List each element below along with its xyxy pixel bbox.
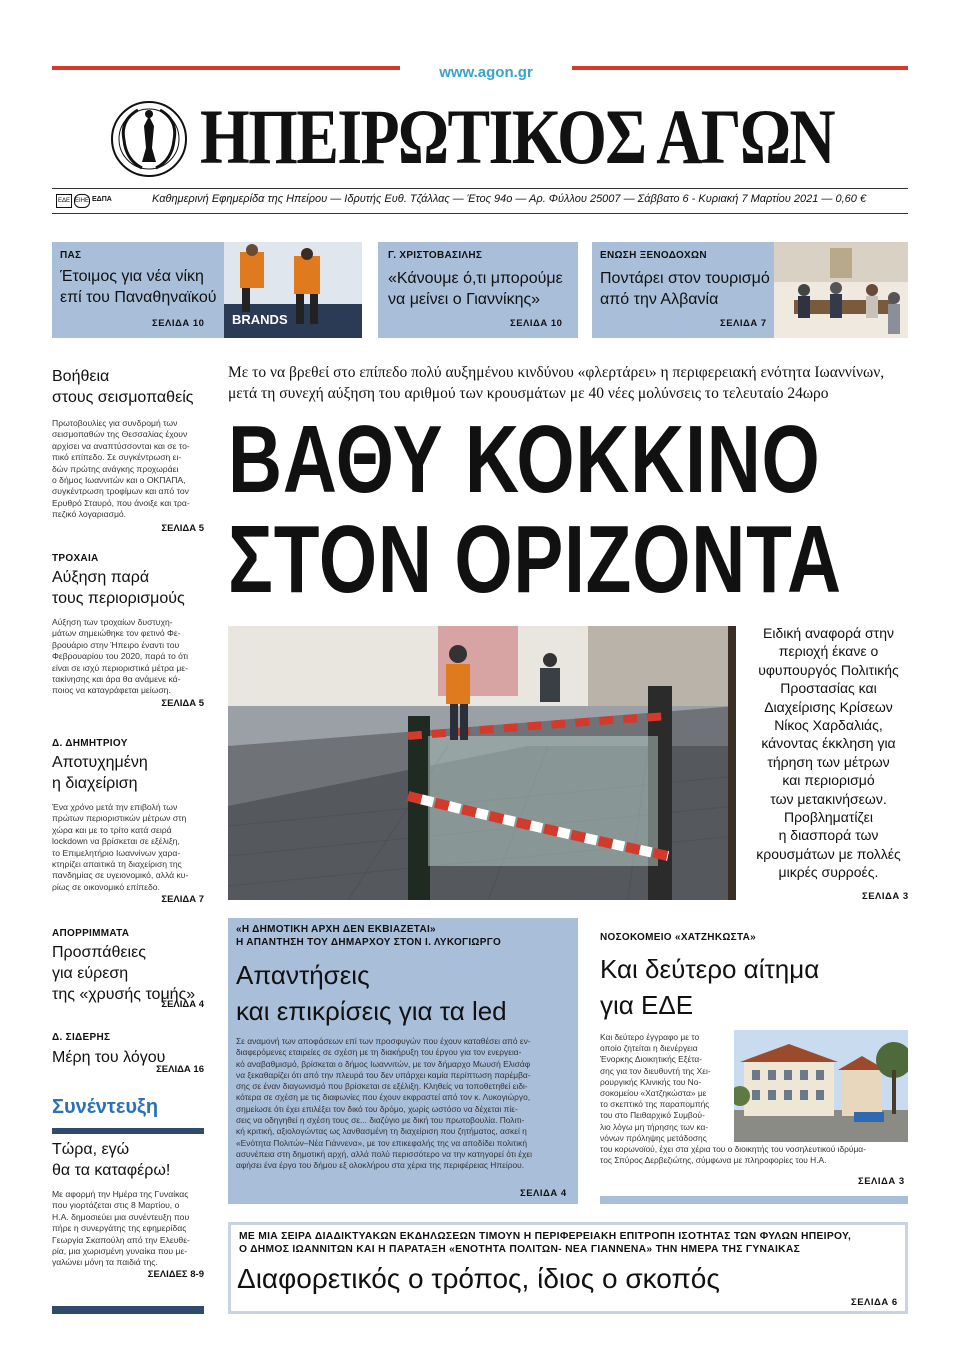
sidebar-page-ref: ΣΕΛΙΔΑ 7: [161, 894, 204, 906]
teaser-page-ref: ΣΕΛΙΔΑ 10: [510, 318, 563, 329]
bottom-page-ref: ΣΕΛΙΔΑ 6: [851, 1297, 898, 1308]
sidebar-kicker: Δ. ΣΙΔΕΡΗΣ: [52, 1032, 111, 1043]
hospital-building-photo: [734, 1030, 908, 1142]
teaser-headline-line2: από την Αλβανία: [600, 291, 719, 308]
sidebar-item-dimitriou[interactable]: [52, 738, 204, 905]
bottom-kicker-line1: ΜΕ ΜΙΑ ΣΕΙΡΑ ΔΙΑΔΙΚΤΥΑΚΩΝ ΕΚΔΗΛΩΣΕΩΝ ΤΙΜΟΥΝ Η ΠΕΡΙΦΕΡΕΙΑΚΗ ΕΠΙΤΡΟΠΗ ΙΣΟΤΗΤΑΣ ΤΩΝ ΦΥΛΩΝ ΗΠΕΙΡΟΥ,: [239, 1231, 852, 1242]
badge-edpa: ΕΔΠΑ: [92, 196, 112, 203]
meeting-room-photo: [774, 242, 908, 338]
bottom-headline: Διαφορετικός ο τρόπος, ίδιος ο σκοπός: [237, 1263, 720, 1294]
teaser-pas[interactable]: [52, 242, 362, 338]
teaser-headline-line2: επί του Παναθηναϊκού: [60, 289, 217, 306]
interview-title-line1: Τώρα, εγώ: [52, 1141, 130, 1158]
football-players-photo: [224, 242, 362, 338]
led-body: Σε αναμονή των αποφάσεων επί των προσφυγών που έχουν καταθέσει από εν- διαφερόμενες εταιρείες σε σχέση με τη διακήρυξη του έργου για τον ενεργεια- κό αναβαθμισμό, βρίσκεται ο δήμος Ιωαννιτών, με τον δήμαρχο Μωυσή Ελισάφ να ξεκαθαρίζει ότι από την πλευρά του δεν υπάρχει καμία περίπτωση παρέμβα- σης σε έναν διαγωνισμό που βρίσκεται σε εξέλιξη. Κληθείς να τοποθετηθεί ειδι- κότερα σε σχέση με τις διαφωνίες που έχουν εκφραστεί από τον κ. Λυκογιώργο, σημείωσε ότι έχει επιλέξει τον δικό του δρόμο, χωρίς ωστόσο να δέχεται πίε- σεις να οδηγηθεί η σχέση τους σε... διαζύγιο με δική του πρωτοβουλία. Πολιτι- κή κριτική, αξιολογώντας ως λανθασμένη τη διαχείριση που ζητήματος, ασκεί η «Ενότητα Πολιτών–Νέα Γιάννενα», με τον επικεφαλής της να αποδίδει πολιτική ασυνέπεια στη δημοτική αρχή, αλλά πολύ περισσότερο να την κατηγορεί ότι έχει αφήσει ένα έργο του δήμου εξ ολοκλήρου στα χέρια της περιφέρειας Ηπείρου.: [236, 1036, 532, 1171]
sidebar-title-line2: στους σεισμοπαθείς: [52, 389, 194, 406]
sidebar-title-line2: η διαχείριση: [52, 775, 138, 792]
sidebar-title-line2: τους περιορισμούς: [52, 590, 185, 607]
sidebar-item-waste[interactable]: [52, 928, 204, 1010]
teaser-hoteliers[interactable]: [592, 242, 908, 338]
main-story-deck: [228, 362, 908, 404]
led-story-box[interactable]: [228, 918, 578, 1204]
sidebar-page-ref: ΣΕΛΙΔΑ 5: [161, 697, 204, 709]
teaser-page-ref: ΣΕΛΙΔΑ 7: [720, 318, 767, 329]
sidebar-title-line1: Προσπάθειες: [52, 944, 146, 961]
led-kicker-line2: Η ΑΠΑΝΤΗΣΗ ΤΟΥ ΔΗΜΑΡΧΟΥ ΣΤΟΝ Ι. ΛΥΚΟΓΙΩΡΓΟ: [236, 937, 502, 948]
sidebar-title-line3: της «χρυσής τομής»: [52, 986, 196, 1003]
sidebar-body: Ένα χρόνο μετά την επιβολή των πρώτων περιοριστικών μέτρων στη χώρα και με το τρίτο κατά σειρά lockdown να βρίσκεται σε εξέλιξη, το Επιμελητήριο Ιωαννίνων χαρα- κτηρίζει απαιτικά τη διαχείριση της πανδημίας σε υγειονομικό, αλλά κυ- ρίως σε οικονομικό επίπεδο.: [52, 802, 189, 892]
teaser-kicker: ΠΑΣ: [60, 250, 82, 261]
sidebar-page-ref: ΣΕΛΙΔΑ 4: [161, 999, 204, 1010]
led-kicker-line1: «Η ΔΗΜΟΤΙΚΗ ΑΡΧΗ ΔΕΝ ΕΚΒΙΑΖΕΤΑΙ»: [236, 924, 436, 935]
teaser-headline-line1: «Κάνουμε ό,τι μπορούμε: [388, 270, 563, 287]
hospital-headline-line1: Και δεύτερο αίτημα: [600, 954, 820, 984]
sidebar-kicker: ΑΠΟΡΡΙΜΜΑΤΑ: [52, 928, 130, 939]
sidebar-page-ref: ΣΕΛΙΔΑ 5: [161, 522, 204, 534]
interview-body: Με αφορμή την Ημέρα της Γυναίκας που γιορτάζεται στις 8 Μαρτίου, ο Η.Α. δημοσιεύει μια συνέντευξη που πήρε η συνεργάτης της εφημερίδας Γεωργία Σκαπούλη από την Ελευθε- ρία, μια χωρισμένη γυναίκα που με- γαλώνει μόνη τα παιδιά της.: [52, 1189, 190, 1268]
sidebar-title-line1: Μέρη του λόγου: [52, 1049, 166, 1066]
deck-line1: Με το να βρεθεί στο επίπεδο πολύ αυξημένου κινδύνου «φλερτάρει» η περιφερειακή ενότητα Ιωαννίνων,: [228, 364, 885, 381]
sidebar-item-traffic[interactable]: [52, 553, 204, 709]
teaser-kicker: Γ. ΧΡΙΣΤΟΒΑΣΙΛΗΣ: [388, 250, 483, 261]
interview-page-ref: ΣΕΛΙΔΕΣ 8-9: [147, 1268, 204, 1280]
main-story-page-ref: ΣΕΛΙΔΑ 3: [862, 891, 909, 902]
main-story-summary: Ειδική αναφορά στην περιοχή έκανε ο υφυπουργός Πολιτικής Προστασίας και Διαχείρισης Κρίσεων Νίκος Χαρδαλιάς, κάνοντας έκκληση για τήρηση των μέτρων και περιορισμό των μετακινήσεων. Προβληματίζει η διασπορά των κρουσμάτων με πολλές μικρές συρροές.: [756, 625, 901, 881]
website-url[interactable]: www.agon.gr: [400, 64, 572, 81]
hospital-body: Και δεύτερο έγγραφο με το οποίο ζητείται η διενέργεια Ένορκης Διοικητικής Εξέτα- σης για τον διευθυντή της Χει- ρουργικής Κλινικής του Νο- σοκομείου «Χατζηκώστα» με το σκεπτικό της παραπομπής του στο Πειθαρχικό Συμβού- λιο λόγω μη τήρησης των κα- νόνων πρόληψης μετάδοσης του κορωνοϊού, έχει στα χέρια του ο διοικητής του νοσηλευτικού ιδρύμα- τος Σπύρος Δερβεζιώτης, σύμφωνα με πληροφορίες του Η.Α.: [600, 1032, 866, 1166]
sidebar-kicker: Δ. ΔΗΜΗΤΡΙΟΥ: [52, 738, 128, 749]
svg-text:BRANDS: BRANDS: [232, 312, 288, 327]
interview-bottom-rule: [52, 1306, 204, 1314]
teaser-headline-line2: να μείνει ο Γιαννίκης»: [388, 291, 541, 308]
hospital-kicker: ΝΟΣΟΚΟΜΕΙΟ «ΧΑΤΖΗΚΩΣΤΑ»: [600, 932, 757, 943]
sidebar-item-earthquake[interactable]: [52, 366, 204, 534]
sidebar-body: Πρωτοβουλίες για συνδρομή των σεισμοπαθών της Θεσσαλίας έχουν αρχίσει να αναπτύσσονται και σε το- πικό επίπεδο. Σε συγκέντρωση ει- δών πρώτης ανάγκης προχωράει ο δήμος Ιωαννιτών και ο ΟΚΠΑΠΑ, συγκέντρωση τροφίμων και από τον Ερυθρό Σταυρό, που άνοιξε και τρα- πεζικό λογαριασμό.: [52, 418, 190, 520]
hospital-headline-line2: για ΕΔΕ: [600, 990, 694, 1020]
hospital-bottom-rule: [600, 1196, 908, 1204]
teaser-kicker: ΕΝΩΣΗ ΞΕΝΟΔΟΧΩΝ: [600, 250, 707, 261]
sidebar-title-line1: Βοήθεια: [52, 368, 110, 385]
sidebar-title-line1: Αποτυχημένη: [52, 754, 148, 771]
main-headline-line1: ΒΑΘΥ ΚΟΚΚΙΝΟ: [228, 406, 821, 513]
teaser-christovasilis[interactable]: [378, 242, 578, 338]
bottom-story-box[interactable]: [228, 1222, 908, 1314]
sidebar-page-ref: ΣΕΛΙΔΑ 16: [156, 1064, 204, 1075]
sidebar-item-sideris[interactable]: [52, 1032, 204, 1075]
led-headline-line1: Απαντήσεις: [236, 960, 370, 990]
newspaper-seal-logo: [110, 100, 188, 178]
issue-info: Καθημερινή Εφημερίδα της Ηπείρου — Ιδρυτής Ευθ. Τζάλλας — Έτος 94ο — Αρ. Φύλλου 25007 — Σάββατο 6 - Κυριακή 7 Μαρτίου 2021 — 0,60 €: [152, 193, 867, 205]
led-headline-line2: και επικρίσεις για τα led: [236, 996, 507, 1026]
interview-title-line2: θα τα καταφέρω!: [52, 1162, 171, 1179]
bottom-kicker-line2: Ο ΔΗΜΟΣ ΙΩΑΝΝΙΤΩΝ ΚΑΙ Η ΠΑΡΑΤΑΞΗ «ΕΝΟΤΗΤΑ ΠΟΛΙΤΩΝ- ΝΕΑ ΓΙΑΝΝΕΝΑ» ΤΗΝ ΗΜΕΡΑ ΤΗΣ ΓΥΝΑΙΚΑΣ: [239, 1244, 801, 1255]
main-headline[interactable]: [228, 406, 842, 613]
interview-section-title: Συνέντευξη: [52, 1096, 159, 1118]
sidebar-kicker: ΤΡΟΧΑΙΑ: [52, 553, 99, 564]
led-page-ref: ΣΕΛΙΔΑ 4: [520, 1188, 567, 1199]
cordoned-bench-photo: [228, 626, 736, 900]
teaser-headline-line1: Ποντάρει στον τουρισμό: [600, 270, 770, 287]
hospital-story[interactable]: [600, 932, 908, 1198]
info-bar: [52, 188, 908, 214]
badge-eihe: ΕΙΗΕ: [74, 194, 90, 208]
deck-line2: μετά τη συνεχή αύξηση του αριθμού των κρουσμάτων με 40 νέες μολύνσεις το τελευταίο 24ωρο: [228, 385, 829, 402]
sidebar-title-line1: Αύξηση παρά: [52, 569, 150, 586]
sidebar-body: Αύξηση των τροχαίων δυστυχη- μάτων σημειώθηκε τον φετινό Φε- βρουάριο στην Ήπειρο έναντι του Φεβρουαρίου του 2020, παρά το ότι είναι σε ισχύ περιοριστικά μέτρα με- τακίνησης και άρα θα ανάμενε κά- ποιος να καταγράφεται μείωση.: [52, 617, 189, 696]
main-headline-line2: ΣΤΟΝ ΟΡΙΖΟΝΤΑ: [228, 506, 842, 613]
teaser-page-ref: ΣΕΛΙΔΑ 10: [152, 318, 205, 329]
hospital-page-ref: ΣΕΛΙΔΑ 3: [858, 1176, 905, 1187]
teaser-headline-line1: Έτοιμος για νέα νίκη: [60, 268, 204, 285]
badge-ede: ΕΔΕ: [56, 194, 72, 208]
sidebar-title-line2: για εύρεση: [52, 965, 129, 982]
interview-top-rule: [52, 1128, 204, 1134]
masthead-title: ΗΠΕΙΡΩΤΙΚΟΣ ΑΓΩΝ: [200, 93, 834, 180]
interview-box[interactable]: [52, 1096, 204, 1280]
